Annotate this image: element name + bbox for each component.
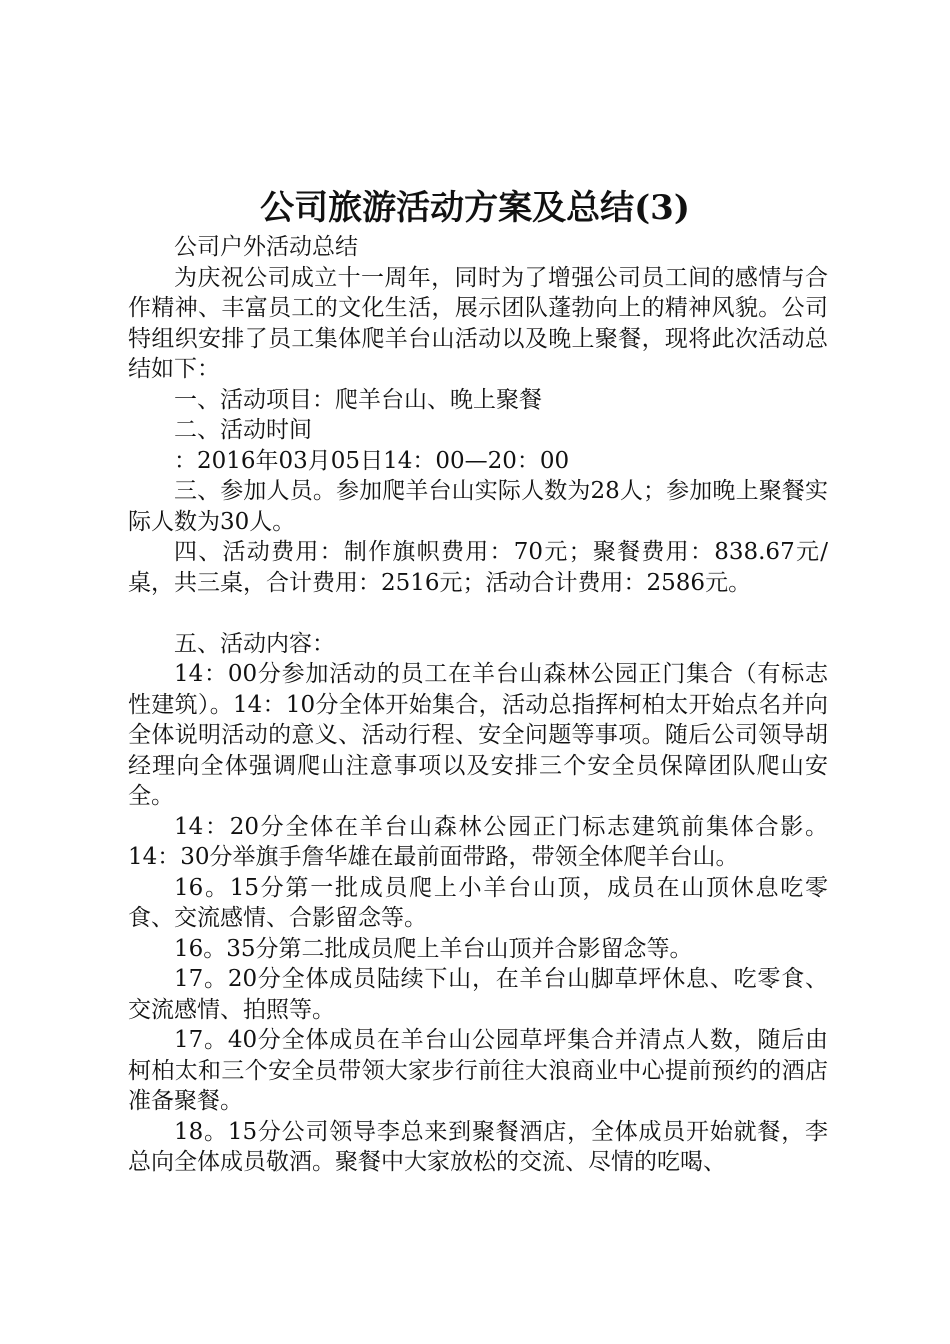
- document-body: [128, 232, 828, 1178]
- paragraph-content-heading: 五、活动内容：: [174, 630, 335, 657]
- paragraph-content-5: 17。20分全体成员陆续下山，在羊台山脚草坪休息、吃零食、交流感情、拍照等。: [128, 966, 828, 1023]
- paragraph-intro: 为庆祝公司成立十一周年，同时为了增强公司员工间的感情与合作精神、丰富员工的文化生活，展示团队蓬勃向上的精神风貌。公司特组织安排了员工集体爬羊台山活动以及晚上聚餐，现将此次活动总结如下：: [128, 264, 828, 382]
- paragraph-content-3: 16。15分第一批成员爬上小羊台山顶，成员在山顶休息吃零食、交流感情、合影留念等。: [128, 874, 828, 931]
- blank-line: [128, 598, 828, 629]
- document-title: 公司旅游活动方案及总结(3): [260, 188, 690, 228]
- paragraph-participants: 三、参加人员。参加爬羊台山实际人数为28人；参加晚上聚餐实际人数为30人。: [128, 478, 828, 535]
- paragraph-activity-items: 一、活动项目：爬羊台山、晚上聚餐: [174, 386, 542, 413]
- paragraph-costs: 四、活动费用：制作旗帜费用：70元；聚餐费用：838.67元/桌，共三桌，合计费用：2516元；活动合计费用：2586元。: [128, 539, 828, 596]
- paragraph-content-6: 17。40分全体成员在羊台山公园草坪集合并清点人数，随后由柯柏太和三个安全员带领大家步行前往大浪商业中心提前预约的酒店准备聚餐。: [128, 1027, 828, 1114]
- paragraph-content-7: 18。15分公司领导李总来到聚餐酒店，全体成员开始就餐，李总向全体成员敬酒。聚餐中大家放松的交流、尽情的吃喝、: [128, 1118, 828, 1175]
- paragraph-activity-time: ：2016年03月05日14：00—20：00: [174, 447, 570, 474]
- paragraph-activity-time-heading: 二、活动时间: [174, 417, 312, 443]
- paragraph-content-1: 14：00分参加活动的员工在羊台山森林公园正门集合（有标志性建筑）。14：10分全体开始集合，活动总指挥柯柏太开始点名并向全体说明活动的意义、活动行程、安全问题等事项。随后公司领导胡经理向全体强调爬山注意事项以及安排三个安全员保障团队爬山安全。: [128, 661, 828, 809]
- paragraph-subtitle: 公司户外活动总结: [174, 234, 358, 260]
- paragraph-content-2: 14：20分全体在羊台山森林公园正门标志建筑前集体合影。14：30分举旗手詹华雄在最前面带路，带领全体爬羊台山。: [128, 813, 828, 870]
- paragraph-content-4: 16。35分第二批成员爬上羊台山顶并合影留念等。: [174, 935, 693, 962]
